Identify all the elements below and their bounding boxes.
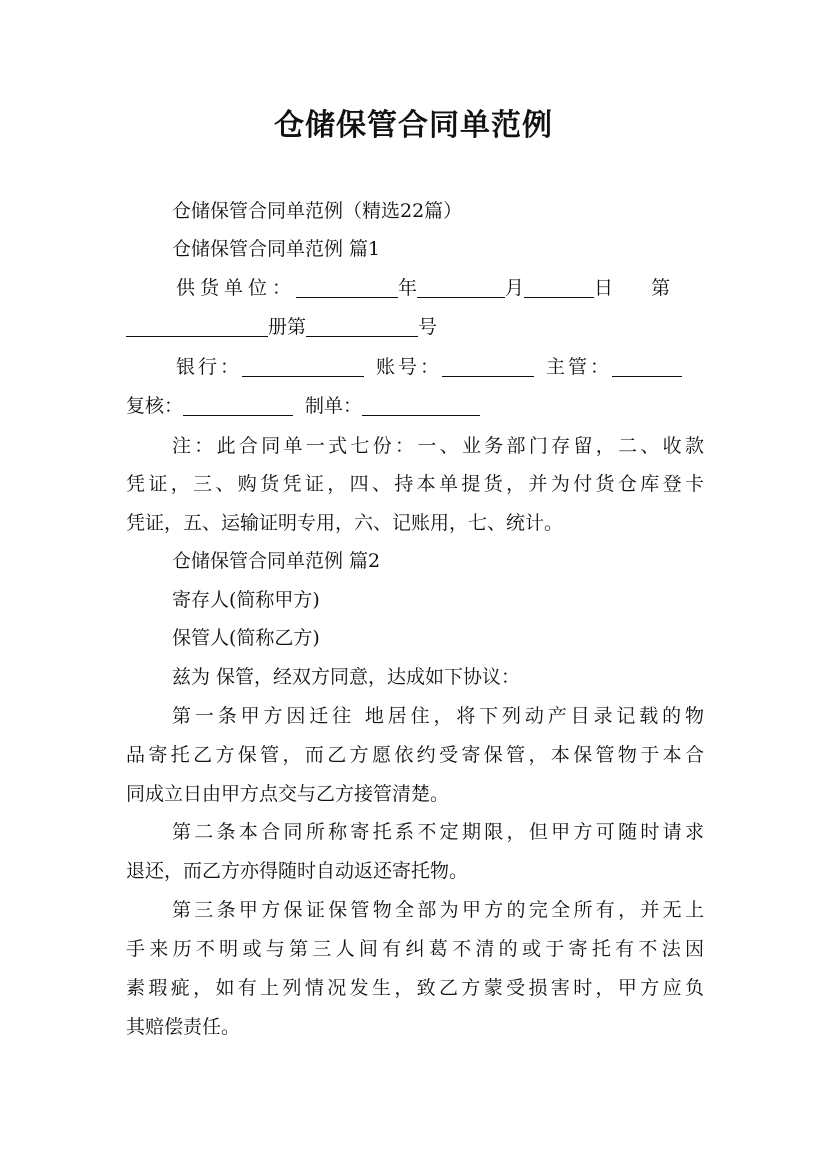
maker-blank bbox=[362, 395, 480, 416]
page-title: 仓储保管合同单范例 bbox=[274, 108, 553, 143]
account-label: 账号： bbox=[376, 356, 443, 378]
article3-line-3: 素瑕疵，如有上列情况发生，致乙方蒙受损害时，甲方应负 bbox=[126, 977, 704, 999]
manager-label: 主管： bbox=[546, 356, 613, 378]
year-blank bbox=[296, 277, 398, 298]
article3-line-4: 其赔偿责任。 bbox=[126, 1016, 241, 1038]
day-blank bbox=[524, 277, 594, 298]
intro-line: 兹为 保管，经双方同意，达成如下协议： bbox=[172, 666, 521, 688]
bank-line bbox=[176, 348, 704, 386]
bank-label: 银行： bbox=[176, 356, 243, 378]
account-blank bbox=[442, 356, 534, 377]
article1-line-2: 品寄托乙方保管，而乙方愿依约受寄保管，本保管物于本合 bbox=[126, 744, 704, 766]
review-blank bbox=[183, 395, 293, 416]
bank-blank bbox=[242, 356, 364, 377]
day-label: 日 bbox=[594, 277, 614, 299]
article3-line-2: 手来历不明或与第三人间有纠葛不清的或于寄托有不法因 bbox=[126, 938, 704, 960]
note-line-1: 注：此合同单一式七份：一、业务部门存留，二、收款 bbox=[172, 435, 704, 457]
depositor-line: 寄存人(简称甲方) bbox=[172, 589, 320, 611]
month-blank bbox=[417, 277, 505, 298]
article1-line-1: 第一条甲方因迁往 地居住，将下列动产目录记载的物 bbox=[172, 705, 704, 727]
note-line-2: 凭证，三、购货凭证，四、持本单提货，并为付货仓库登卡 bbox=[126, 473, 704, 495]
article3-line-1: 第三条甲方保证保管物全部为甲方的完全所有，并无上 bbox=[172, 899, 704, 921]
di-label: 第 bbox=[651, 277, 671, 299]
part2-heading: 仓储保管合同单范例 篇2 bbox=[172, 550, 381, 572]
document-subtitle: 仓储保管合同单范例（精选22篇） bbox=[172, 200, 463, 222]
maker-label: 制单： bbox=[305, 395, 363, 417]
supplier-line bbox=[176, 269, 704, 307]
ce-di-label: 册第 bbox=[268, 316, 307, 338]
supplier-label: 供货单位： bbox=[176, 277, 297, 299]
manager-blank bbox=[612, 356, 682, 377]
volume-blank bbox=[126, 316, 268, 337]
note-line-3: 凭证，五、运输证明专用，六、记账用，七、统计。 bbox=[126, 512, 564, 534]
article1-line-3: 同成立日由甲方点交与乙方接管清楚。 bbox=[126, 783, 450, 805]
part1-heading: 仓储保管合同单范例 篇1 bbox=[172, 238, 381, 260]
hao-label: 号 bbox=[418, 316, 438, 338]
number-blank bbox=[306, 316, 418, 337]
review-line bbox=[126, 387, 704, 425]
year-label: 年 bbox=[398, 277, 418, 299]
volume-line bbox=[126, 308, 704, 346]
custodian-line: 保管人(简称乙方) bbox=[172, 627, 320, 649]
article2-line-2: 退还，而乙方亦得随时自动返还寄托物。 bbox=[126, 860, 469, 882]
review-label: 复核： bbox=[126, 395, 184, 417]
article2-line-1: 第二条本合同所称寄托系不定期限，但甲方可随时请求 bbox=[172, 821, 704, 843]
month-label: 月 bbox=[505, 277, 525, 299]
